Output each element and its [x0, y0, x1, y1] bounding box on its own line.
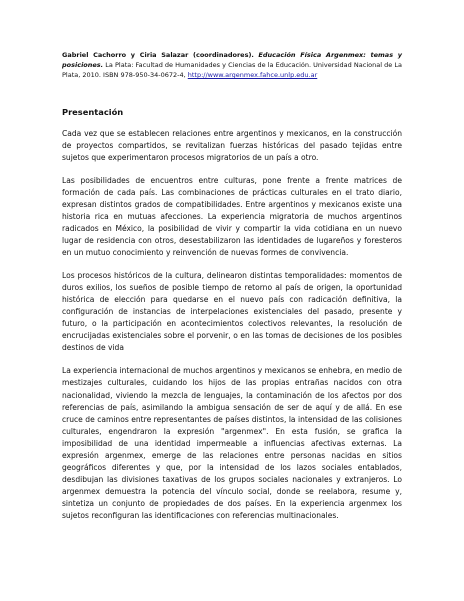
citation-header — [62, 50, 402, 81]
citation-work-title: Educación Física Argenmex: temas y posiciones. — [62, 51, 402, 70]
paragraph-3: Los procesos históricos de la cultura, delinearon distintas temporalidades: momentos de duros exilios, los sueños de posible tiempo de retorno al país de origen, la oportunidad histórica de elección para quedarse en el nuevo país con radicación definitiva, la configuración de instancias de interpelaciones existenciales del pasado, presente y futuro, o la participación en acontecimientos colectivos relevantes, la resolución de encrucijadas existenciales sobre el porvenir, o en las tomas de decisiones de los posibles destinos de vida — [62, 271, 402, 353]
citation-publisher: La Plata: Facultad de Humanidades y Ciencias de la Educación. Universidad Nacional de La Plata, 2010. ISBN 978-950-34-0672-4, — [62, 61, 402, 80]
paragraph-4: La experiencia internacional de muchos argentinos y mexicanos se enhebra, en medio de mestizajes culturales, cuidando los hijos de las propias entrañas nacidos con otra nacionalidad, viviendo la mezcla de lenguajes, la contaminación de los afectos por dos referencias de país, asimilando la ambigua sensación de ser de aquí y de allá. En ese cruce de caminos entre representantes de países distintos, la intensidad de las colisiones culturales, engendraron la expresión "argenmex". En esta fusión, se grafica la imposibilidad de una identidad impermeable a influencias afectivas externas. La expresión argenmex, emerge de las relaciones entre personas nacidas en sitios geográficos diferentes y que, por la intensidad de los lazos sociales entablados, desdibujan las divisiones taxativas de los grupos sociales nacionales y extranjeros. Lo argenmex demuestra la potencia del vínculo social, donde se reelabora, resume y, sintetiza un conjunto de propiedades de dos países. En la experiencia argenmex los sujetos reconfiguran las identificaciones con referencias multinacionales. — [62, 366, 402, 520]
document-page — [62, 50, 402, 533]
citation-url-link[interactable]: http://www.argenmex.fahce.unlp.edu.ar — [187, 71, 318, 80]
paragraph-1: Cada vez que se establecen relaciones entre argentinos y mexicanos, en la construcción de proyectos compartidos, se revitalizan fuerzas históricas del pasado tejidas entre sujetos que experimentaron procesos migratorios de un país a otro. — [62, 128, 402, 162]
section-heading: Presentación — [62, 106, 124, 117]
paragraph-2: Las posibilidades de encuentros entre culturas, pone frente a frente matrices de formación de cada país. Las combinaciones de prácticas culturales en el trato diario, expresan distintos grados de compatibilidades. Entre argentinos y mexicanos existe una historia rica en mutuas afecciones. La experiencia migratoria de muchos argentinos radicados en México, la posibilidad de vivir y compartir la vida cotidiana en un nuevo lugar de residencia con otros, desestabilizaron las identidades de lugareños y foresteros en un mutuo conocimiento y reinvención de nuevas formes de convivencia. — [62, 175, 402, 258]
citation-authors: Gabriel Cachorro y Ciria Salazar (coordinadores). — [62, 51, 254, 59]
